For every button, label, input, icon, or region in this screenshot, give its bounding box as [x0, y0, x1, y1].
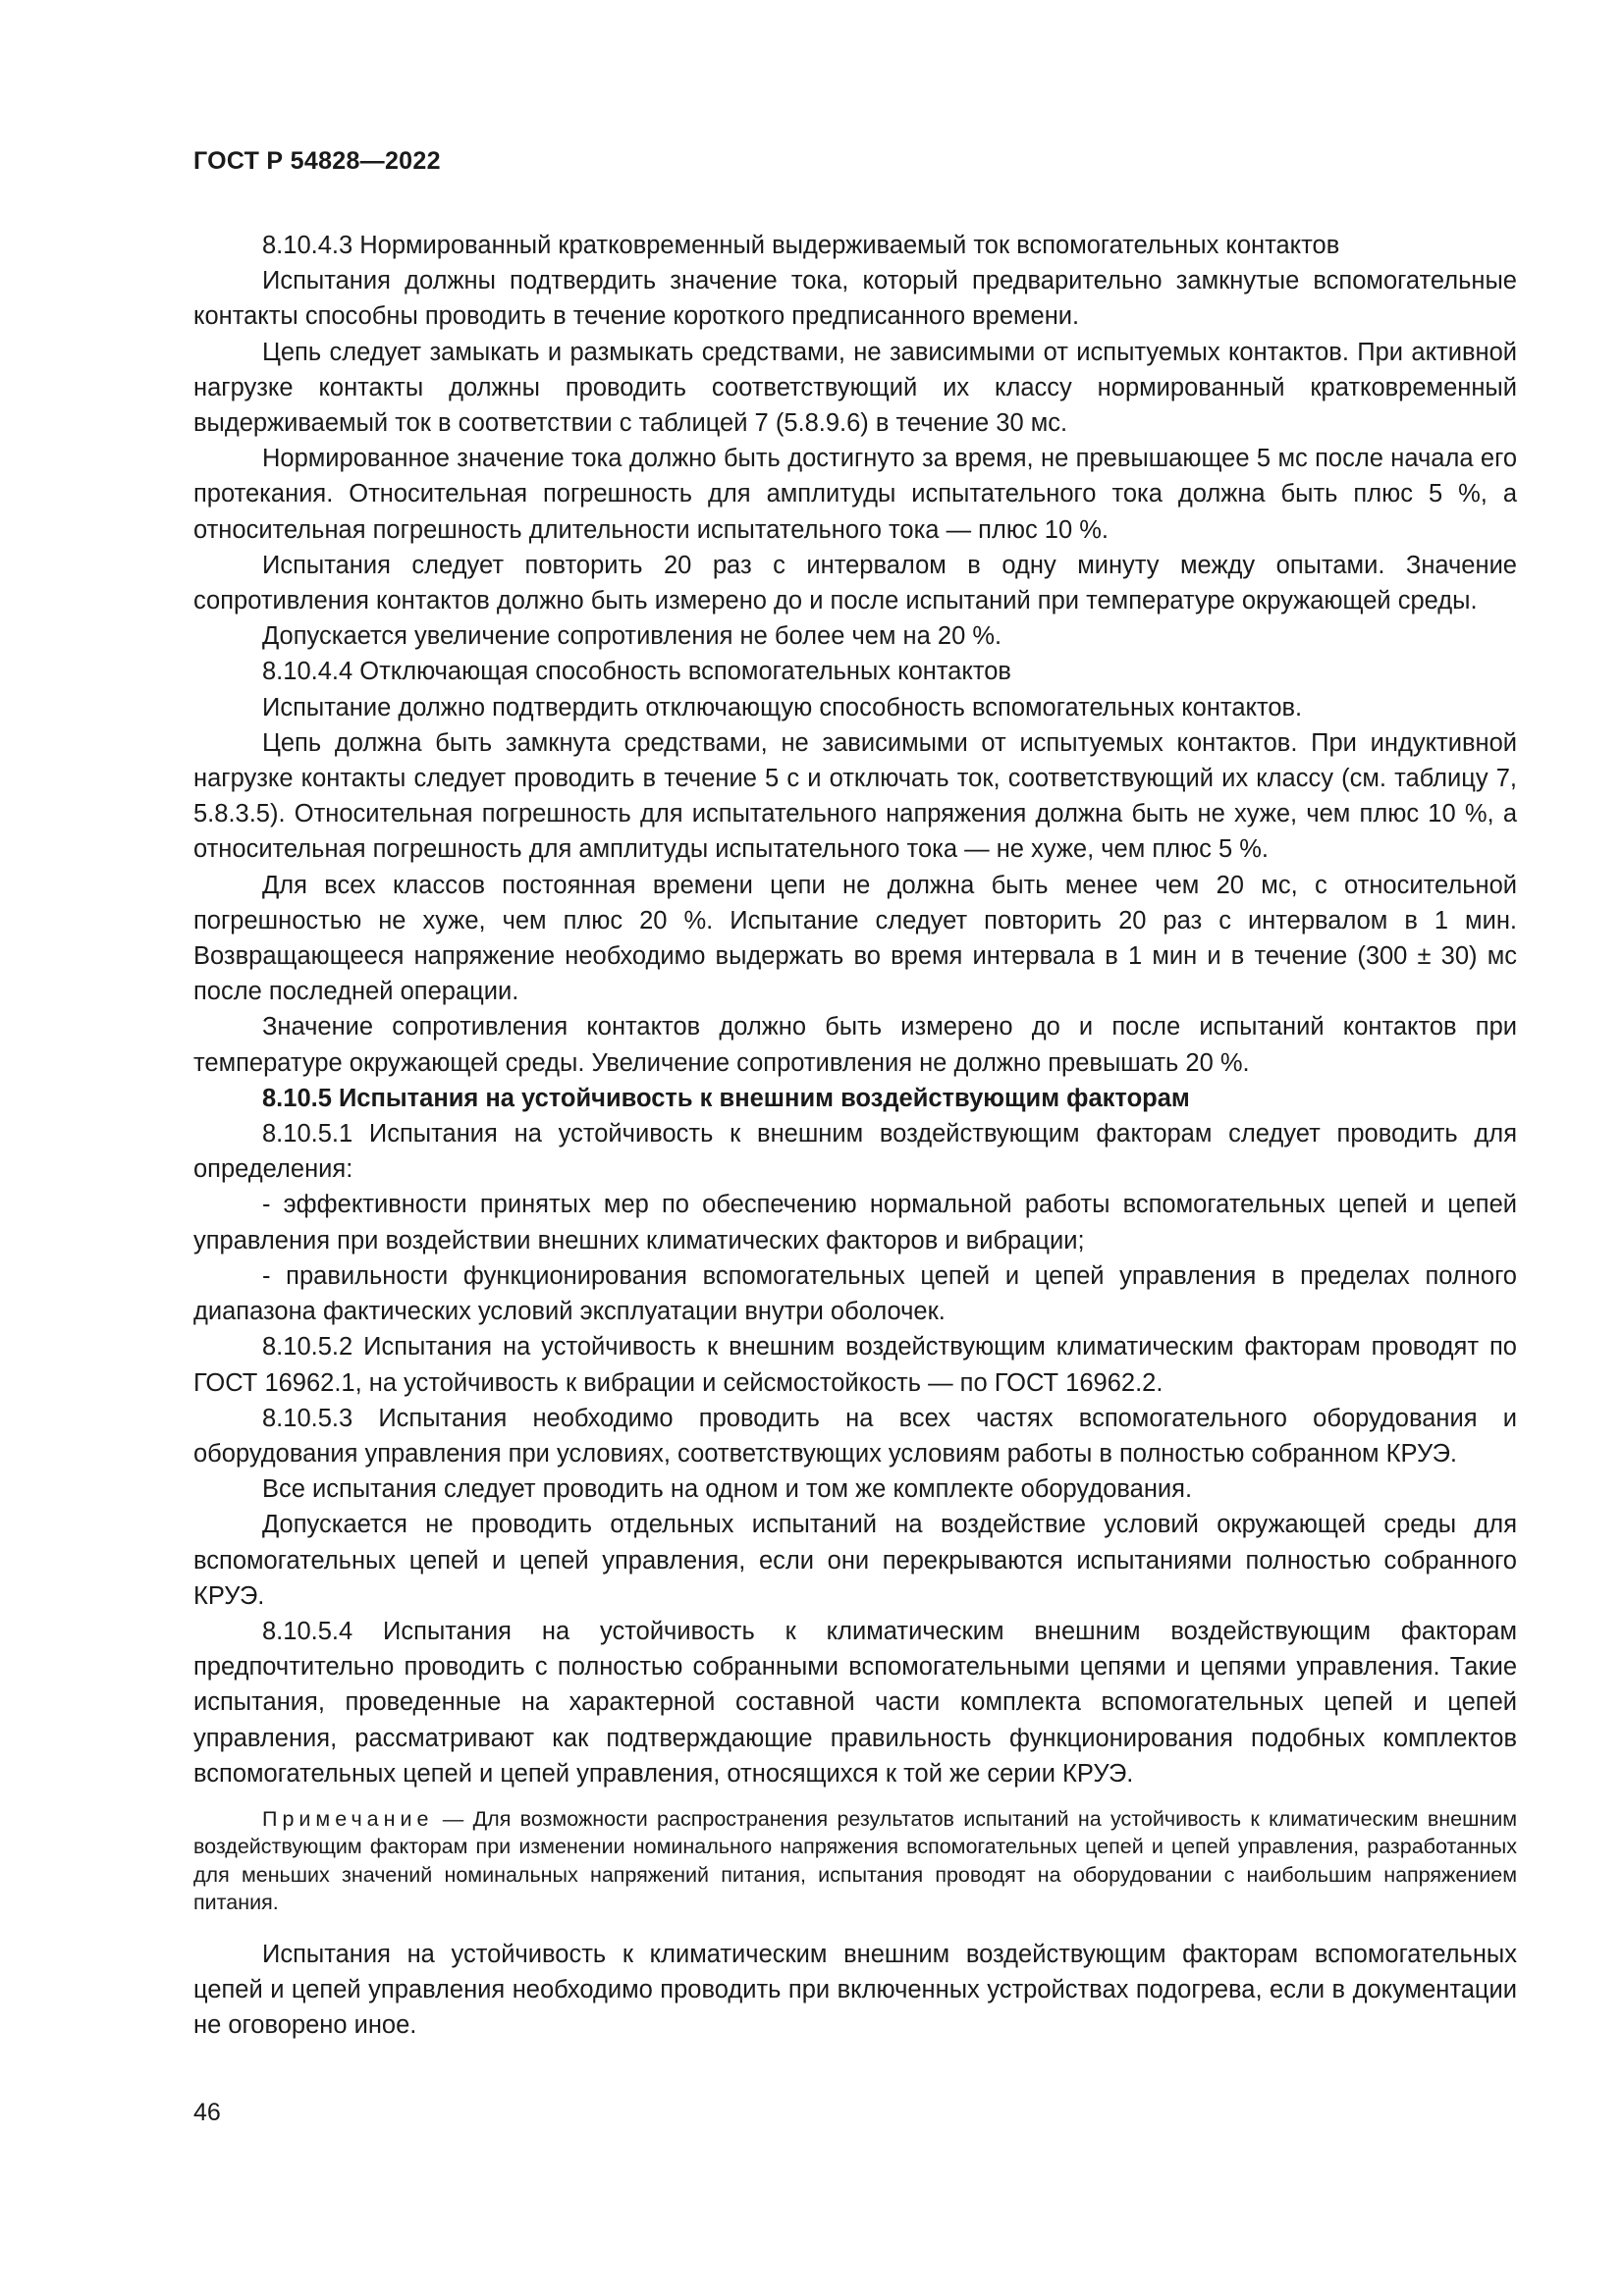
note-label: Примечание [262, 1806, 434, 1831]
paragraph: 8.10.5.1 Испытания на устойчивость к внешним воздействующим факторам следует проводить для определения: [193, 1120, 1517, 1184]
paragraph: 8.10.5.4 Испытания на устойчивость к климатическим внешним воздействующим факторам предпочтительно проводить с полностью собранными вспомогательными цепями и цепями управления. Такие испытания, проведенные на характерной составной части комплекта вспомогательных цепей и цепей управления, рассматривают как подтверждающие правильность функционирования подобных комплектов вспомогательных цепей и цепей управления, относящихся к той же серии КРУЭ. [193, 1617, 1517, 1788]
paragraph: Цепь должна быть замкнута средствами, не зависимыми от испытуемых контактов. При индуктивной нагрузке контакты следует проводить в течение 5 с и отключать ток, соответствующий их классу (см. таблицу 7, 5.8.3.5). Относительная погрешность для испытательного напряжения должна быть не хуже, чем плюс 10 %, а относительная погрешность для амплитуды испытательного тока — не хуже, чем плюс 5 %. [193, 728, 1517, 864]
note [193, 1805, 1517, 1917]
paragraph: 8.10.5.3 Испытания необходимо проводить на всех частях вспомогательного оборудования и оборудования управления при условиях, соответствующих условиям работы в полностью собранном КРУЭ. [193, 1404, 1517, 1468]
page-number: 46 [193, 2099, 221, 2126]
paragraph: Допускается не проводить отдельных испытаний на воздействие условий окружающей среды для вспомогательных цепей и цепей управления, если они перекрываются испытаниями полностью собранного КРУЭ. [193, 1511, 1517, 1610]
paragraph: Испытания должны подтвердить значение тока, который предварительно замкнутые вспомогательные контакты способны проводить в течение короткого предписанного времени. [193, 267, 1517, 331]
paragraph: Испытания на устойчивость к климатическим внешним воздействующим факторам вспомогательных цепей и цепей управления необходимо проводить при включенных устройствах подогрева, если в документации не оговорено иное. [193, 1940, 1517, 2040]
paragraph: Значение сопротивления контактов должно быть измерено до и после испытаний контактов при температуре окружающей среды. Увеличение сопротивления не должно превышать 20 %. [193, 1013, 1517, 1077]
paragraph: 8.10.5.2 Испытания на устойчивость к внешним воздействующим климатическим факторам проводят по ГОСТ 16962.1, на устойчивость к вибрации и сейсмостойкость — по ГОСТ 16962.2. [193, 1333, 1517, 1397]
list-item: - правильности функционирования вспомогательных цепей и цепей управления в пределах полного диапазона фактических условий эксплуатации внутри оболочек. [193, 1261, 1517, 1326]
paragraph: Испытания следует повторить 20 раз с интервалом в одну минуту между опытами. Значение сопротивления контактов должно быть измерено до и после испытаний при температуре окружающей среды. [193, 551, 1517, 615]
section-heading-8-10-5: 8.10.5 Испытания на устойчивость к внешним воздействующим факторам [262, 1084, 1190, 1112]
paragraph: Допускается увеличение сопротивления не более чем на 20 %. [262, 622, 1002, 651]
paragraph: Нормированное значение тока должно быть достигнуто за время, не превышающее 5 мс после начала его протекания. Относительная погрешность для амплитуды испытательного тока должна быть плюс 5 %, а относительная погрешность длительности испытательного тока — плюс 10 %. [193, 445, 1517, 544]
note-text: — Для возможности распространения результатов испытаний на устойчивость к климатическим внешним воздействующим факторам при изменении номинального напряжения вспомогательных цепей и цепей управления, разработанных для меньших значений номинальных напряжений питания, испытания проводят на оборудовании с наибольшим напряжением питания. [193, 1806, 1517, 1915]
list-item: - эффективности принятых мер по обеспечению нормальной работы вспомогательных цепей и цепей управления при воздействии внешних климатических факторов и вибрации; [193, 1191, 1517, 1255]
clause-8-10-4-3-title: 8.10.4.3 Нормированный кратковременный выдерживаемый ток вспомогательных контактов [262, 232, 1340, 259]
paragraph: Испытание должно подтвердить отключающую способность вспомогательных контактов. [262, 693, 1303, 721]
paragraph: Все испытания следует проводить на одном и том же комплекте оборудования. [262, 1475, 1193, 1504]
clause-8-10-4-4-title: 8.10.4.4 Отключающая способность вспомогательных контактов [262, 658, 1011, 686]
paragraph: Для всех классов постоянная времени цепи не должна быть менее чем 20 мс, с относительной погрешностью не хуже, чем плюс 20 %. Испытание следует повторить 20 раз с интервалом в 1 мин. Возвращающееся напряжение необходимо выдержать во время интервала в 1 мин и в течение (300 ± 30) мс после последней операции. [193, 871, 1517, 1006]
paragraph: Цепь следует замыкать и размыкать средствами, не зависимыми от испытуемых контактов. При активной нагрузке контакты должны проводить соответствующий их классу нормированный кратковременный выдерживаемый ток в соответствии с таблицей 7 (5.8.9.6) в течение 30 мс. [193, 338, 1517, 438]
document-header: ГОСТ Р 54828—2022 [193, 147, 441, 175]
document-body [193, 228, 1517, 2044]
